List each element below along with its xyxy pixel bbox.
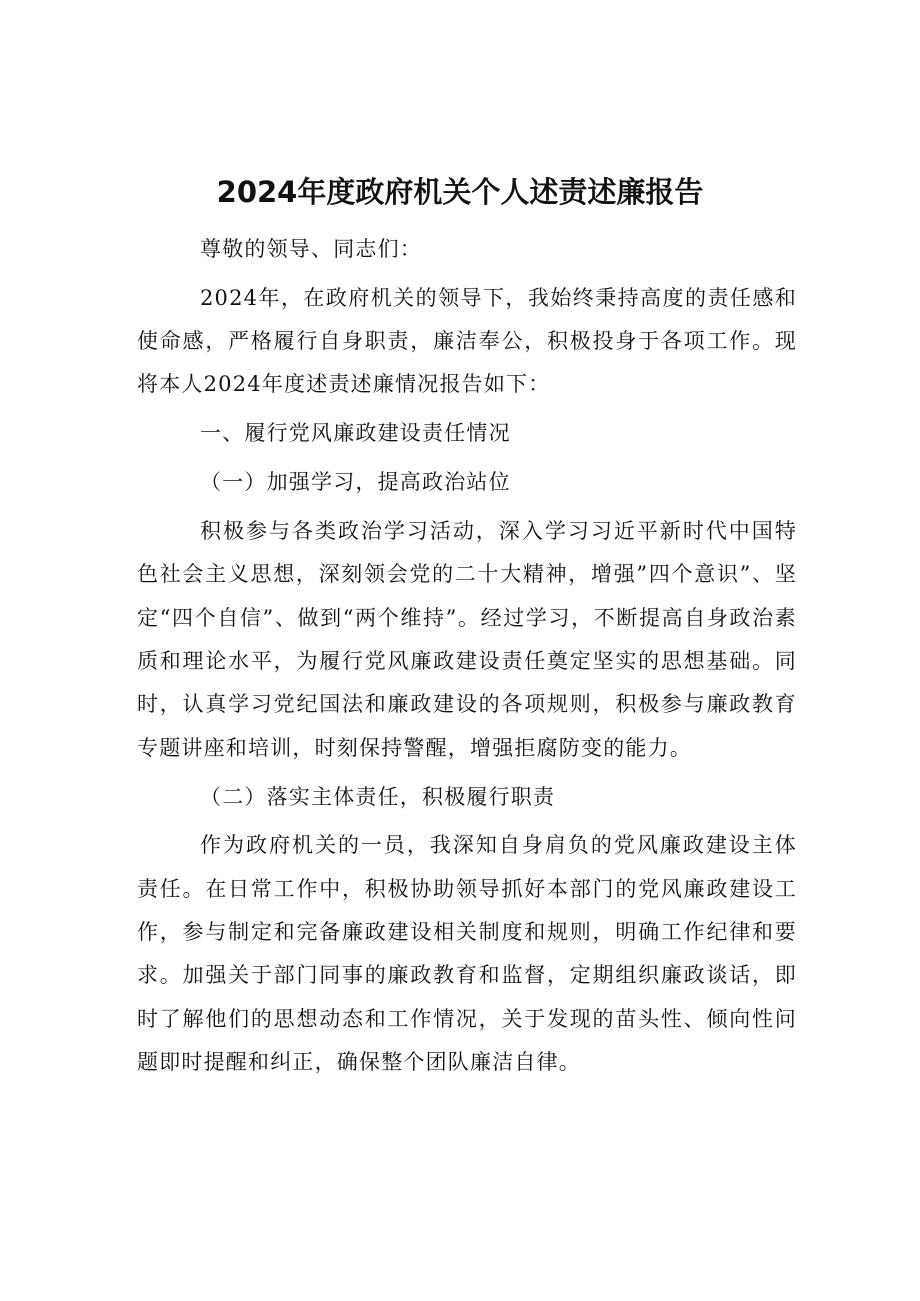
intro-paragraph: 2024年，在政府机关的领导下，我始终秉持高度的责任感和使命感，严格履行自身职责，廉洁奉公，积极投身于各项工作。现将本人2024年度述责述廉情况报告如下： — [137, 285, 797, 397]
subsection-heading-2: （二）落实主体责任，积极履行职责 — [200, 784, 556, 809]
subsection-body-1: 积极参与各类政治学习活动，深入学习习近平新时代中国特色社会主义思想，深刻领会党的二十大精神，增强”四个意识”、坚定“四个自信”、做到“两个维持”。经过学习，不断提高自身政治素质和理论水平，为履行党风廉政建设责任奠定坚实的思想基础。同时，认真学习党纪国法和廉政建设的各项规则，积极参与廉政教育专题讲座和培训，时刻保持警醒，增强拒腐防变的能力。 — [137, 519, 797, 760]
section-heading: 一、履行党风廉政建设责任情况 — [200, 421, 511, 446]
subsection-body-2: 作为政府机关的一员，我深知自身肩负的党风廉政建设主体责任。在日常工作中，积极协助领导抓好本部门的党风廉政建设工作，参与制定和完备廉政建设相关制度和规则，明确工作纪律和要求。加强关于部门同事的廉政教育和监督，定期组织廉政谈话，即时了解他们的思想动态和工作情况，关于发现的苗头性、倾向性问题即时提醒和纠正，确保整个团队廉洁自律。 — [137, 833, 797, 1074]
document-title: 2024年度政府机关个人述责述廉报告 — [216, 175, 704, 209]
salutation: 尊敬的领导、同志们： — [200, 237, 422, 261]
document-body — [137, 228, 797, 1090]
subsection-heading-1: （一）加强学习，提高政治站位 — [200, 470, 511, 495]
